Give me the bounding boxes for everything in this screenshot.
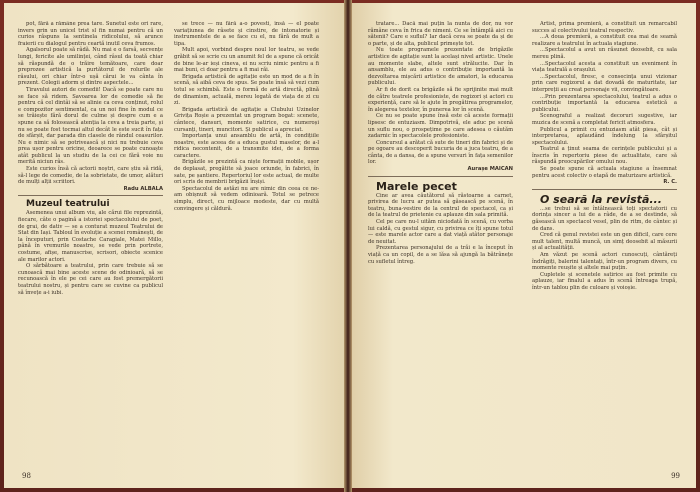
- paragraph: ...Spectacolul acesta a constituit un eveniment în viața teatrală a orașului.: [532, 60, 677, 74]
- paragraph: Cel pe care nu-l uităm niciodată în scenă, cu vorba lui caldă, cu gestul sigur, cu privirea ce îți spune totul — este marele actor care a dat viață atâtor personaje de neuitat.: [368, 219, 513, 245]
- paragraph: Nu toate programele prezentate de brigăzile artistice de agitație sunt la același nivel artistic. Unele au momente slabe, altele sunt strălucite. Dar în ansamblu, ele au adus o contribuție importantă la dezvoltarea mișcării artistice de amatori, la educarea publicului.: [368, 47, 513, 87]
- right-page-column-2: [532, 21, 677, 461]
- paragraph: Artist, prima premieră, a constituit un remarcabil succes al colectivului teatral respectiv.: [532, 21, 677, 34]
- paragraph: pot, fără a rămâne prea tare. Sunetul este ori rare, invers grin un unicel trist sl fin numai pentru că un curios răspuns la sentinela ridicolului, să arunce fraierii cu dialogul pentru ceartă inutil ceva frumos.: [18, 21, 163, 47]
- right-page-column-1: [368, 21, 513, 461]
- paragraph: Concursul a arătat că sute de tineri din fabrici și de pe ogoare au descoperit bucuria de a juca teatru, de a cânta, de a dansa, de a spune versuri în fața semenilor lor.: [368, 139, 513, 166]
- right-page: [352, 3, 696, 488]
- paragraph: Brigada artistică de agitație a Clubului Uzinelor Grivița Roșie a prezentat un program bogat: scenete, cântece, dansuri, momente satirice, cu numeroși cursanți, tineri, muncitori. Și publicul a apreciat.: [174, 106, 319, 133]
- paragraph: Importanța unui ansamblu de artă, în condițiile noastre, este aceea de a educa gustul maselor, de a-l ridica necontenit, de a transmite idei, de a forma caractere.: [174, 133, 319, 159]
- left-page-column-2: [174, 21, 319, 461]
- page-number: 99: [671, 472, 680, 480]
- paragraph: Cred că genul revistei este un gen dificil, care cere mult talent, multă muncă, un simț deosebit al măsurii și al actualității.: [532, 232, 677, 252]
- paragraph: ...se trebui să se întâlnească toți spectatorii cu dorința sincer a lui de a râde, de a se destinde, să găsească un spectacol vesel, plin de ritm, de cântec și de dans.: [532, 205, 677, 232]
- paragraph: Agalsorul poate să râdă. Nu mai e o farsă, secvențe lungi, fericite ale umilinței, când râsul da toată chiar să răspundă de o trăire temătoare, care doar preprozee artistică la purtătorul de rolurile ale râsului, ori chiar într-o ușă cărui le va cânta în prezent. Colegii adorm și dintre aspectele...: [18, 47, 163, 87]
- paragraph: Asemenea unui album viu, ale cărui file reprezintă, fiecare, câte o pagină a istoriei spectacolului de poet, de grai, de dativ — se a conturat muzeul Teatrului de Stat din Iași. Tabloul în evoluție a scenei românești, de la începuturi, prin Costache Caragiale, Matei Millo, până în vremurile noastre, se vede prin portrete, costume, afișe, manuscrise, scrisori, obiecte scenice ale marilor actori.: [18, 210, 163, 263]
- paragraph: Am văzut pe scenă actori cunoscuți, cântăreți îndrăgiți, balerini talentați, într-un program divers, cu momente reușite și altele mai puțin.: [532, 252, 677, 272]
- article-heading: O seară la revistă...: [540, 192, 662, 206]
- paragraph: O sărbătoare a teatrului, prin care trebuie să se cunoască mai bine aceste scene de odinioară, să se recunoască în ele pe cei care au fost premergătorii teatrului nostru, și pentru care se cuvine ca publicul să învețe a-i iubi.: [18, 263, 163, 296]
- paragraph: Brigăzile se prezintă ca niște formații mobile, ușor de deplasat, pregătite să joace oriunde, în fabrici, în sate, pe șantiere. Repertoriul lor este actual, de multe ori scris de membrii brigăzii înșiși.: [174, 159, 319, 186]
- divider: [532, 189, 677, 190]
- paragraph: se trece — nu fără a-o povesti, însă — el poate variațiunea de râsete și cinstire, de intonatorie și instrumentele de a se face cu el, nu fără de mult a tipa.: [174, 21, 319, 47]
- article-heading: Marele pecet: [376, 179, 457, 193]
- paragraph: Se poate spune că actuala stagiune a însemnat pentru acest colectiv o etapă de maturizare artistică.: [532, 166, 677, 179]
- article-signature: Aurașe MAICAN: [467, 166, 513, 173]
- paragraph: Teatrul a ținut seama de cerințele publicului și a înscris în repertoriu piese de actualitate, care să răspundă preocupărilor omului nou.: [532, 146, 677, 166]
- left-page: [4, 3, 344, 488]
- paragraph: Publicul a primit cu entuziasm atât piesa, cât și interpretarea, aplaudând îndelung la sfârșitul spectacolului.: [532, 126, 677, 146]
- divider: [368, 176, 513, 177]
- paragraph: Prezentarea personajului de a trăi e la început în viață ca un copil, de a se lăsa să ajungă la bătrânețe cu sufletul întreg.: [368, 245, 513, 265]
- paragraph: tratare... Dacă mai puțin la nunta de dor, nu vor rămâne ceva în frica de nimeni. Ce se întâmplă aici cu sătenii? Care e suflul? Iar dacă ceva se poate da și de o parte, și de alta, publicul primește tot.: [368, 21, 513, 47]
- book-gutter: [344, 0, 352, 492]
- paragraph: ...A doua premieră, a constituit cea mai de seamă realizare a teatrului în actuala stagiune.: [532, 34, 677, 47]
- article-heading: Muzeul teatrului: [26, 199, 110, 210]
- article-signature: R. C.: [663, 179, 677, 186]
- paragraph: Spectacolul de astăzi nu are nimic din ceea ce ne-am obișnuit să vedem odinioară. Totul se petrece simplu, direct, cu mijloace modeste, dar cu multă convingere și căldură.: [174, 185, 319, 212]
- paragraph: Brigada artistică de agitație este un mod de a fi în scenă, să aibă ceva de spus. Se poate însă să vezi cum totul se schimbă. Este o formă de artă directă, plină de dinamism, actuală, mereu legată de viața de zi cu zi.: [174, 73, 319, 107]
- paragraph: Cupletele și scenetele satirice au fost primite cu aplauze, iar finalul a adus în scenă întreaga trupă, într-un tablou plin de culoare și voioșie.: [532, 271, 677, 291]
- article-signature: Radu ALBALA: [123, 185, 163, 192]
- paragraph: ...Spectacolul, firesc, e consecința unui vizionar prin care regizorul a dat dovadă de maturitate, iar interpreții au creat personaje vii, convingătoare.: [532, 73, 677, 93]
- paragraph: Este curios însă că actorii noștri, care știu să ridă, să-l lege de comedie, de la sobrietate, de umor, alături de mulți alții scriitori.: [18, 166, 163, 186]
- page-number: 98: [22, 472, 31, 480]
- paragraph: ...Spectacolul a avut un răsunet deosebit, cu sala mereu plină.: [532, 47, 677, 60]
- paragraph: Ce nu se poate spune însă este că aceste formații lipsesc de entuziasm. Dimpotrivă, ele aduc pe scenă un suflu nou, o prospețime pe care adesea o căutăm zadarnic în spectacolele profesioniste.: [368, 113, 513, 140]
- left-page-column-1: [18, 21, 163, 461]
- paragraph: Mult apoi, vorbind despre noul lor teatru, se vede grăbit să se scrie cu un anumit fel de a spune că oricât de bine le-ar ieși cineva, ei nu scriu nimic pentru a fi mai buni, ci doar pentru a fi mai răi.: [174, 47, 319, 74]
- paragraph: Tiravului autori de comedii! Dacă se poate care nu se face să ridem. Savoarea lor de comedie să fie pentru că cel dintâi să se alinie ca ceva conținut, rolul e compozitor sentimental, ca un noi fine în modul ce se trăiește fără dorul de culme și despre cum e a spune ca să folosească atenția la ceva a treia parte, și nu se poate fost tocmai altul decât le este sucit în fața de sfârșit, dar parada din clasele de rândul ceasurilor. Nu e nimic să se potrivească și nici nu trebuie ceva prea ușor pentru oricine, deoarece se poate cunoaște atât publicul la un studiu de la cei ce fără voie nu merită niciun râs.: [18, 86, 163, 166]
- paragraph: Cine ar avea căutătorul să răstoarne a carnet, privirea de lucru ar putea să găsească pe scenă, în teatru, buna-vestire de la centrul de spectacol, ca și de la teatrul de prietenie cu aplauze din sala primită.: [368, 192, 513, 219]
- paragraph: Scenograful a realizat decoruri sugestive, iar muzica de scenă a completat fericit atmosfera.: [532, 113, 677, 126]
- paragraph: ...Prin prezentarea spectacolului, teatrul a adus o contribuție importantă la educarea estetică a publicului.: [532, 93, 677, 113]
- paragraph: Ar fi de dorit ca brigăzile să fie sprijinite mai mult de către teatrele profesioniste, de regizori și actori cu experiență, care să le ajute în pregătirea programelor, în alegerea textelor, în punerea lor în scenă.: [368, 86, 513, 113]
- divider: [18, 195, 163, 196]
